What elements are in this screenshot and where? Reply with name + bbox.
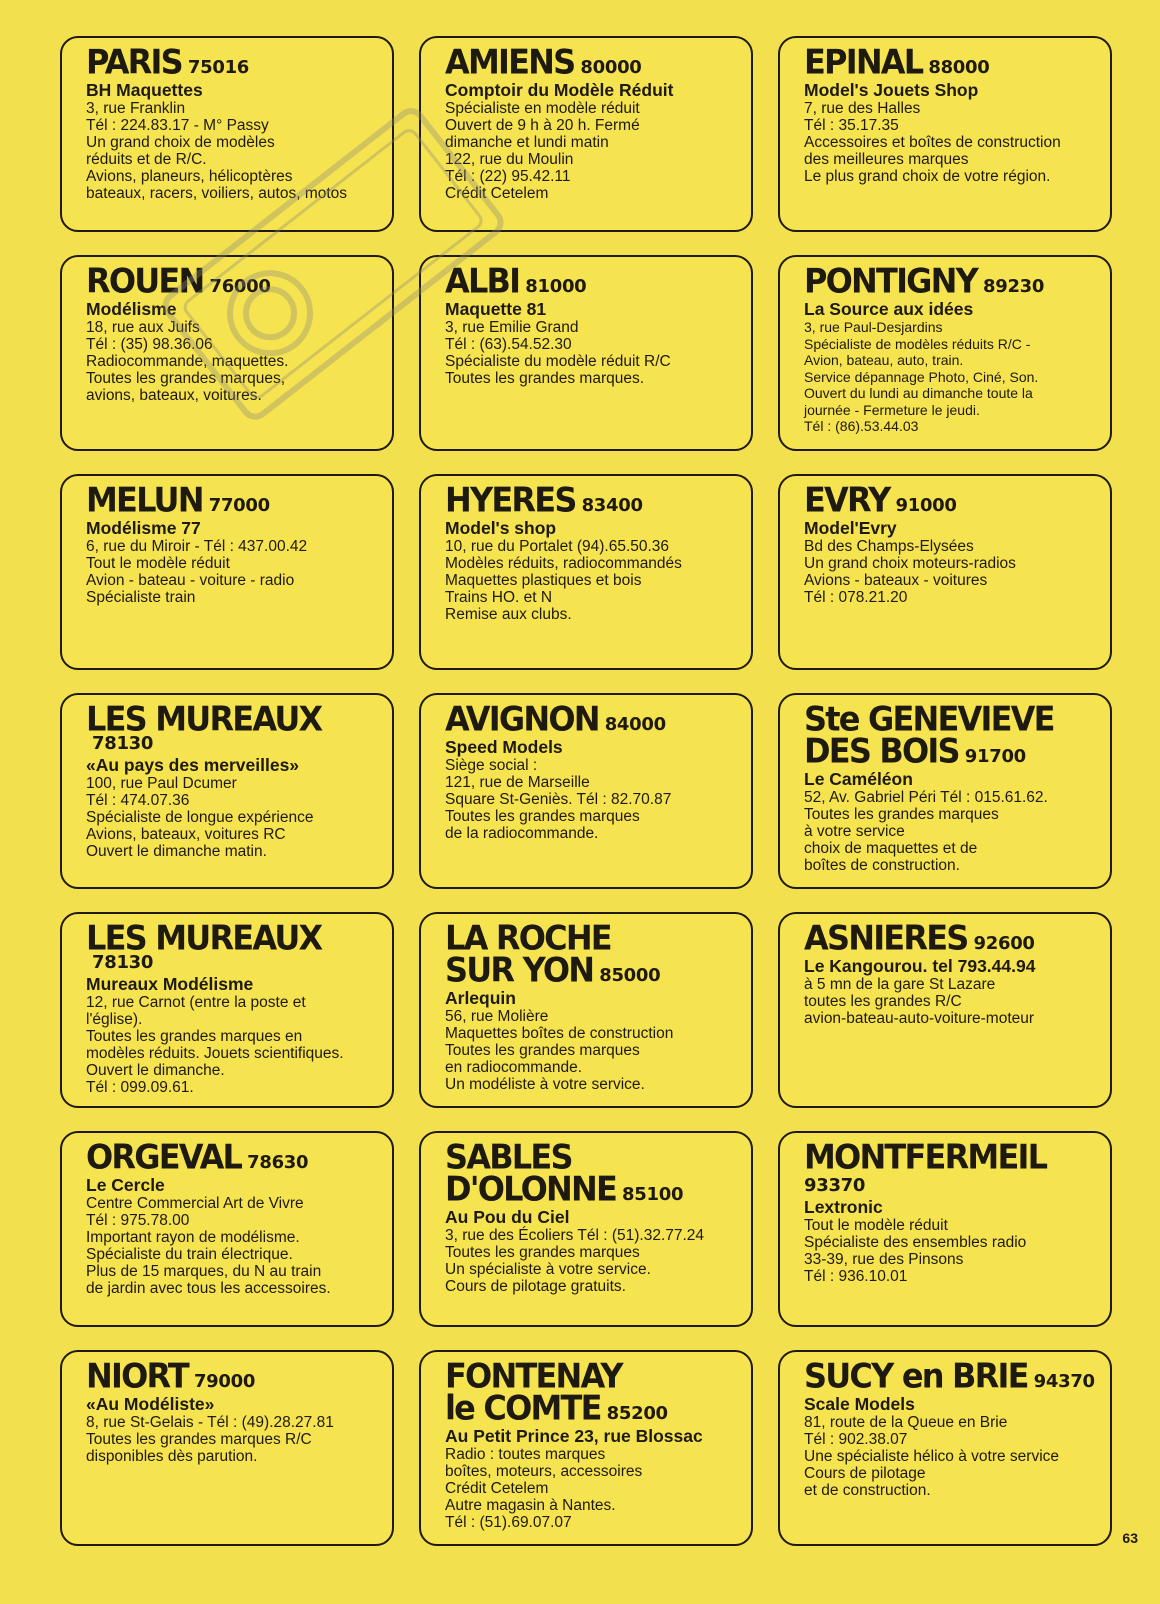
- store-header: [445, 1136, 737, 1210]
- store-detail-line: choix de maquettes et de: [804, 840, 978, 857]
- store-card: [419, 474, 753, 670]
- store-name: Speed Models: [445, 737, 563, 757]
- store-detail-line: 33-39, rue des Pinsons: [804, 1251, 964, 1268]
- store-header: [86, 260, 378, 302]
- store-detail-line: 18, rue aux Juifs: [86, 319, 200, 336]
- store-city-line2: DES BOIS: [804, 730, 959, 772]
- store-detail-line: Spécialiste du modèle réduit R/C: [445, 353, 671, 370]
- store-city: EVRY: [804, 479, 890, 521]
- store-detail-line: Avion, bateau, auto, train.: [804, 352, 964, 368]
- store-header: [804, 698, 1096, 772]
- store-detail-line: Le plus grand choix de votre région.: [804, 168, 1051, 185]
- store-detail-line: Ouvert de 9 h à 20 h. Fermé: [445, 117, 640, 134]
- store-card: [419, 36, 753, 232]
- store-detail-line: de jardin avec tous les accessoires.: [86, 1280, 331, 1297]
- store-detail-line: Ouvert le dimanche matin.: [86, 843, 267, 860]
- store-detail-line: Un spécialiste à votre service.: [445, 1261, 651, 1278]
- store-detail-line: à votre service: [804, 823, 905, 840]
- store-name: Le Caméléon: [804, 769, 913, 789]
- store-zip: 85100: [622, 1184, 684, 1205]
- store-detail-line: 52, Av. Gabriel Péri Tél : 015.61.62.: [804, 789, 1048, 806]
- store-detail-line: 121, rue de Marseille: [445, 774, 590, 791]
- store-detail-line: Tél : 099.09.61.: [86, 1079, 194, 1096]
- store-detail-line: Toutes les grandes marques.: [445, 370, 645, 387]
- store-detail-line: Autre magasin à Nantes.: [445, 1497, 616, 1514]
- store-header: [86, 479, 378, 521]
- store-detail-line: Tél : (22) 95.42.11: [445, 168, 571, 185]
- store-detail-line: Un grand choix moteurs-radios: [804, 555, 1016, 572]
- store-detail-line: Bd des Champs-Elysées: [804, 538, 974, 555]
- store-detail-line: Remise aux clubs.: [445, 606, 572, 623]
- store-name: La Source aux idées: [804, 299, 974, 319]
- store-city: PARIS: [86, 41, 182, 83]
- store-detail-line: 3, rue Franklin: [86, 100, 186, 117]
- store-name: «Au Modéliste»: [86, 1394, 215, 1414]
- store-city: ORGEVAL: [86, 1136, 242, 1178]
- store-zip: 84000: [604, 714, 666, 735]
- store-detail-line: 12, rue Carnot (entre la poste et: [86, 994, 306, 1011]
- store-zip: 78130: [92, 733, 154, 754]
- store-name: Model'Evry: [804, 518, 897, 538]
- store-detail-line: Tél : 35.17.35: [804, 117, 899, 134]
- store-detail-line: Spécialiste de modèles réduits R/C -: [804, 335, 1031, 352]
- store-city: LA ROCHE: [445, 917, 611, 959]
- store-detail-line: Ouvert le dimanche.: [86, 1062, 225, 1079]
- store-name: «Au pays des merveilles»: [86, 755, 300, 775]
- store-detail-line: Toutes les grandes marques en: [86, 1028, 303, 1045]
- store-detail-line: en radiocommande.: [445, 1059, 582, 1076]
- store-detail-line: Toutes les grandes marques,: [86, 370, 286, 387]
- store-name: Model's Jouets Shop: [804, 80, 979, 100]
- store-detail-line: Tél : 474.07.36: [86, 792, 190, 809]
- store-header: [445, 260, 737, 302]
- store-header: [86, 917, 378, 973]
- store-detail-line: Service dépannage Photo, Ciné, Son.: [804, 368, 1039, 385]
- store-city: ALBI: [445, 260, 520, 302]
- store-detail-line: Crédit Cetelem: [445, 185, 549, 202]
- store-zip: 75016: [187, 57, 250, 78]
- store-detail-line: Cours de pilotage: [804, 1465, 926, 1482]
- store-detail-line: 3, rue des Écoliers Tél : (51).32.77.24: [445, 1227, 705, 1244]
- store-header: [445, 479, 737, 521]
- store-detail-line: Spécialiste de longue expérience: [86, 809, 314, 826]
- store-zip: 76000: [209, 276, 271, 297]
- store-detail-line: Spécialiste train: [86, 589, 196, 606]
- store-detail-line: 3, rue Paul-Desjardins: [804, 319, 943, 335]
- store-detail-line: 7, rue des Halles: [804, 100, 921, 117]
- store-card: [60, 1350, 394, 1546]
- store-name: Model's shop: [445, 518, 557, 538]
- store-zip: 85200: [606, 1403, 668, 1424]
- store-name: Lextronic: [804, 1197, 883, 1217]
- store-header: [86, 1355, 378, 1397]
- store-zip: 83400: [581, 495, 643, 516]
- store-detail-line: Trains HO. et N: [445, 589, 553, 606]
- store-card: [419, 1350, 753, 1546]
- store-zip: 85000: [599, 965, 661, 986]
- store-card: [60, 693, 394, 889]
- store-detail-line: Tél : (35) 98.36.06: [86, 336, 213, 353]
- store-detail-line: et de construction.: [804, 1482, 931, 1499]
- store-card: [419, 255, 753, 451]
- store-detail-line: Ouvert du lundi au dimanche toute la: [804, 385, 1033, 401]
- store-name: Le Cercle: [86, 1175, 165, 1195]
- store-detail-line: Centre Commercial Art de Vivre: [86, 1195, 304, 1212]
- store-card: [60, 36, 394, 232]
- store-zip: 77000: [208, 495, 270, 516]
- store-detail-line: Toutes les grandes marques R/C: [86, 1431, 312, 1448]
- store-detail-line: Tout le modèle réduit: [804, 1217, 948, 1234]
- store-detail-line: 8, rue St-Gelais - Tél : (49).28.27.81: [86, 1414, 334, 1431]
- store-detail-line: Un grand choix de modèles: [86, 134, 275, 151]
- store-city: FONTENAY: [445, 1355, 622, 1397]
- store-city: HYERES: [445, 479, 576, 521]
- store-name: Modélisme: [86, 299, 177, 319]
- store-detail-line: Radiocommande, maquettes.: [86, 353, 289, 370]
- store-detail-line: 81, route de la Queue en Brie: [804, 1414, 1008, 1431]
- store-card: [778, 474, 1112, 670]
- store-zip: 92600: [973, 933, 1035, 954]
- store-header: [804, 479, 1096, 521]
- store-detail-line: Spécialiste en modèle réduit: [445, 100, 640, 117]
- page-number: 63: [1122, 1530, 1138, 1546]
- store-detail-line: Tél : (86).53.44.03: [804, 418, 919, 434]
- store-detail-line: Tél : 078.21.20: [804, 589, 908, 606]
- store-header: [804, 1136, 1096, 1196]
- store-city: PONTIGNY: [804, 260, 977, 302]
- store-card: [778, 693, 1112, 889]
- store-zip: 93370: [804, 1175, 866, 1196]
- store-card: [60, 1131, 394, 1327]
- store-city: SUCY en BRIE: [804, 1355, 1028, 1397]
- store-header: [86, 698, 378, 754]
- store-name: Maquette 81: [445, 299, 547, 319]
- store-city: ASNIERES: [804, 917, 968, 959]
- store-detail-line: avion-bateau-auto-voiture-moteur: [804, 1010, 1035, 1027]
- store-city: Ste GENEVIEVE: [804, 698, 1054, 740]
- store-city: NIORT: [86, 1355, 188, 1397]
- store-card: [778, 36, 1112, 232]
- store-name: Scale Models: [804, 1394, 915, 1414]
- store-name: Comptoir du Modèle Réduit: [445, 80, 674, 100]
- store-name: Au Petit Prince 23, rue Blossac: [445, 1426, 703, 1446]
- store-detail-line: des meilleures marques: [804, 151, 969, 168]
- store-header: [86, 41, 378, 83]
- store-card: [778, 255, 1112, 451]
- store-card: [778, 1350, 1112, 1546]
- store-card: [419, 912, 753, 1108]
- store-card: [60, 474, 394, 670]
- store-detail-line: Avions, bateaux, voitures RC: [86, 826, 286, 843]
- store-zip: 80000: [580, 57, 642, 78]
- store-header: [445, 917, 737, 991]
- store-name: Le Kangourou. tel 793.44.94: [804, 956, 1036, 976]
- store-city: AVIGNON: [445, 698, 599, 740]
- store-detail-line: Tél : 902.38.07: [804, 1431, 908, 1448]
- store-detail-line: Cours de pilotage gratuits.: [445, 1278, 626, 1295]
- store-detail-line: l'église).: [86, 1011, 143, 1028]
- store-zip: 91700: [964, 746, 1026, 767]
- store-detail-line: Tout le modèle réduit: [86, 555, 230, 572]
- store-header: [804, 1355, 1096, 1397]
- store-zip: 78130: [92, 952, 154, 973]
- store-detail-line: bateaux, racers, voiliers, autos, motos: [86, 185, 348, 202]
- store-card: [60, 912, 394, 1108]
- store-city: EPINAL: [804, 41, 923, 83]
- store-city-line2: SUR YON: [445, 949, 594, 991]
- store-zip: 79000: [193, 1371, 256, 1392]
- store-detail-line: Tél : (63).54.52.30: [445, 336, 572, 353]
- store-card: [419, 693, 753, 889]
- store-detail-line: 122, rue du Moulin: [445, 151, 574, 168]
- store-city: LES MUREAUX: [86, 698, 322, 740]
- store-detail-line: Crédit Cetelem: [445, 1480, 549, 1497]
- store-name: Modélisme 77: [86, 518, 201, 538]
- store-detail-line: Toutes les grandes marques: [445, 808, 640, 825]
- store-detail-line: Avion - bateau - voiture - radio: [86, 572, 295, 589]
- store-detail-line: Tél : 975.78.00: [86, 1212, 190, 1229]
- store-detail-line: modèles réduits. Jouets scientifiques.: [86, 1045, 344, 1062]
- store-header: [804, 260, 1096, 302]
- store-detail-line: journée - Fermeture le jeudi.: [804, 401, 980, 418]
- store-detail-line: disponibles dès parution.: [86, 1448, 258, 1465]
- store-name: Mureaux Modélisme: [86, 974, 254, 994]
- store-zip: 78630: [247, 1152, 309, 1173]
- store-name: BH Maquettes: [86, 80, 203, 100]
- store-detail-line: de la radiocommande.: [445, 825, 599, 842]
- store-card: [419, 1131, 753, 1327]
- store-card: [778, 912, 1112, 1108]
- store-detail-line: Plus de 15 marques, du N au train: [86, 1263, 322, 1280]
- store-detail-line: Important rayon de modélisme.: [86, 1229, 300, 1246]
- store-detail-line: Modèles réduits, radiocommandés: [445, 555, 682, 572]
- store-zip: 88000: [928, 57, 990, 78]
- store-city: SABLES: [445, 1136, 572, 1178]
- store-header: [445, 41, 737, 83]
- store-city: MELUN: [86, 479, 203, 521]
- store-detail-line: Maquettes plastiques et bois: [445, 572, 642, 589]
- store-city-line2: le COMTE: [445, 1387, 601, 1429]
- store-zip: 94370: [1033, 1371, 1095, 1392]
- store-city: LES MUREAUX: [86, 917, 322, 959]
- store-name: Au Pou du Ciel: [445, 1207, 570, 1227]
- store-detail-line: Maquettes boîtes de construction: [445, 1025, 674, 1042]
- store-detail-line: 3, rue Emilie Grand: [445, 319, 579, 336]
- store-zip: 89230: [983, 276, 1045, 297]
- store-zip: 91000: [895, 495, 957, 516]
- store-detail-line: Accessoires et boîtes de construction: [804, 134, 1061, 151]
- store-detail-line: 100, rue Paul Dcumer: [86, 775, 237, 792]
- store-zip: 81000: [525, 276, 587, 297]
- store-detail-line: Tél : 224.83.17 - M° Passy: [86, 117, 269, 134]
- store-header: [804, 41, 1096, 83]
- store-detail-line: Une spécialiste hélico à votre service: [804, 1448, 1060, 1465]
- store-detail-line: boîtes, moteurs, accessoires: [445, 1463, 643, 1480]
- store-name: Arlequin: [445, 988, 516, 1008]
- store-header: [445, 1355, 737, 1429]
- store-city: ROUEN: [86, 260, 204, 302]
- store-city: MONTFERMEIL: [804, 1136, 1047, 1178]
- store-city-line2: D'OLONNE: [445, 1168, 617, 1210]
- store-card: [60, 255, 394, 451]
- store-detail-line: dimanche et lundi matin: [445, 134, 609, 151]
- store-header: [86, 1136, 378, 1178]
- store-header: [445, 698, 737, 740]
- store-card: [778, 1131, 1112, 1327]
- store-detail-line: avions, bateaux, voitures.: [86, 387, 262, 404]
- store-detail-line: Toutes les grandes marques: [445, 1042, 640, 1059]
- store-detail-line: à 5 mn de la gare St Lazare: [804, 976, 996, 993]
- store-detail-line: Un modéliste à votre service.: [445, 1076, 645, 1093]
- store-city: AMIENS: [445, 41, 575, 83]
- store-detail-line: Tél : (51).69.07.07: [445, 1514, 572, 1531]
- store-detail-line: boîtes de construction.: [804, 857, 960, 874]
- store-detail-line: Spécialiste du train électrique.: [86, 1246, 293, 1263]
- store-detail-line: 6, rue du Miroir - Tél : 437.00.42: [86, 538, 308, 555]
- store-detail-line: Toutes les grandes marques: [804, 806, 999, 823]
- store-detail-line: Avions - bateaux - voitures: [804, 572, 988, 589]
- store-detail-line: Siège social :: [445, 757, 538, 774]
- store-detail-line: Avions, planeurs, hélicoptères: [86, 168, 293, 185]
- store-header: [804, 917, 1096, 959]
- store-detail-line: 10, rue du Portalet (94).65.50.36: [445, 538, 670, 555]
- store-detail-line: Spécialiste des ensembles radio: [804, 1234, 1027, 1251]
- store-detail-line: 56, rue Molière: [445, 1008, 549, 1025]
- store-detail-line: Tél : 936.10.01: [804, 1268, 908, 1285]
- store-detail-line: Toutes les grandes marques: [445, 1244, 640, 1261]
- store-directory: [60, 36, 1112, 1546]
- store-detail-line: toutes les grandes R/C: [804, 993, 962, 1010]
- store-detail-line: Radio : toutes marques: [445, 1446, 606, 1463]
- store-detail-line: Square St-Geniès. Tél : 82.70.87: [445, 791, 672, 808]
- store-detail-line: réduits et de R/C.: [86, 151, 207, 168]
